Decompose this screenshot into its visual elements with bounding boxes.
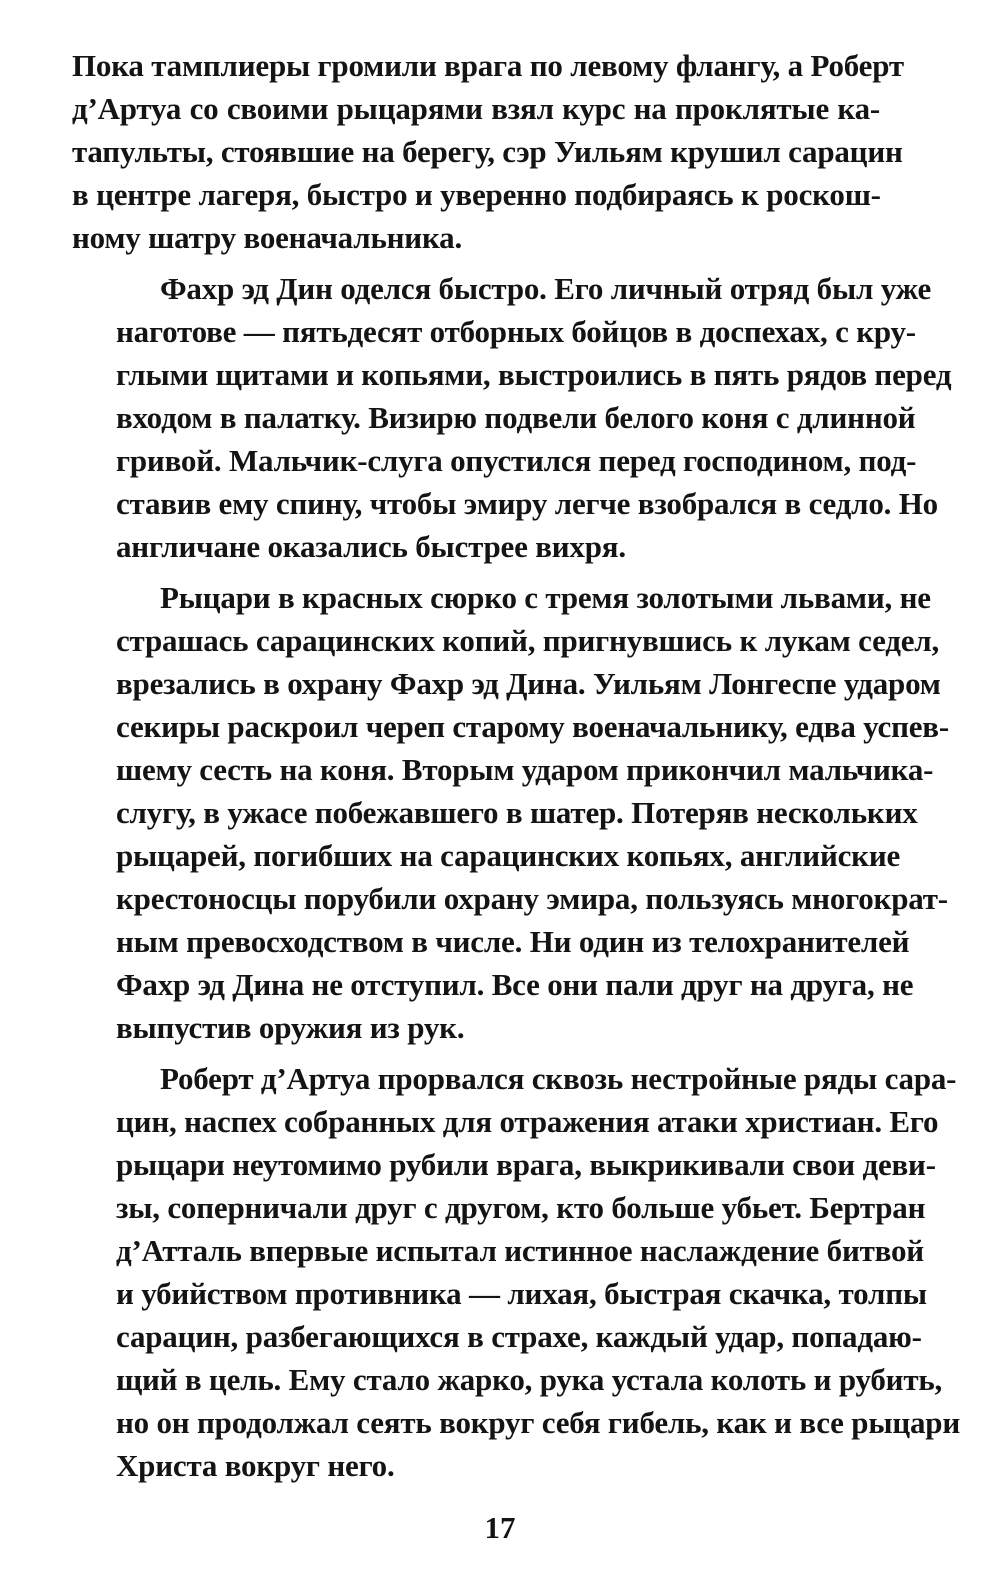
text-line: гривой. Мальчик-слуга опустился перед господином, под-: [116, 443, 917, 478]
text-line: глыми щитами и копьями, выстроились в пять рядов перед: [116, 357, 952, 392]
text-line: ставив ему спину, чтобы эмиру легче взобрался в седло. Но: [116, 486, 938, 521]
text-line: шему сесть на коня. Вторым ударом прикончил мальчика-: [116, 752, 934, 787]
page-number: 17: [484, 1510, 516, 1545]
text-line: входом в палатку. Визирю подвели белого коня с длинной: [116, 400, 916, 435]
paragraph-1: [72, 44, 904, 259]
paragraph-3: [72, 576, 949, 1049]
text-line: слугу, в ужасе побежавшего в шатер. Потеряв нескольких: [116, 795, 918, 830]
text-line: секиры раскроил череп старому военачальнику, едва успев-: [116, 709, 949, 744]
text-line: д’Атталь впервые испытал истинное наслаждение битвой: [116, 1233, 924, 1268]
text-line: зы, соперничали друг с другом, кто больше убьет. Бертран: [116, 1190, 926, 1225]
text-line: Рыцари в красных сюрко с тремя золотыми львами, не: [160, 580, 931, 615]
text-line: Роберт д’Артуа прорвался сквозь нестройные ряды сара-: [160, 1061, 957, 1096]
text-line: и убийством противника — лихая, быстрая скачка, толпы: [116, 1276, 927, 1311]
text-line: щий в цель. Ему стало жарко, рука устала колоть и рубить,: [116, 1362, 943, 1397]
text-line: в центре лагеря, быстро и уверенно подбираясь к роскош-: [72, 177, 881, 212]
text-line: выпустив оружия из рук.: [116, 1010, 465, 1045]
page-body: [72, 44, 960, 1495]
text-line: страшась сарацинских копий, пригнувшись к лукам седел,: [116, 623, 940, 658]
text-line: ным превосходством в числе. Ни один из телохранителей: [116, 924, 910, 959]
text-line: наготове — пятьдесят отборных бойцов в доспехах, с кру-: [116, 314, 916, 349]
text-line: тапульты, стоявшие на берегу, сэр Уильям крушил сарацин: [72, 134, 903, 169]
text-line: рыцари неутомимо рубили врага, выкрикивали свои деви-: [116, 1147, 936, 1182]
text-line: врезались в охрану Фахр эд Дина. Уильям Лонгеспе ударом: [116, 666, 941, 701]
paragraph-4: [72, 1057, 960, 1487]
text-line: д’Артуа со своими рыцарями взял курс на проклятые ка-: [72, 91, 880, 126]
text-line: цин, наспех собранных для отражения атаки христиан. Его: [116, 1104, 939, 1139]
text-line: Пока тамплиеры громили врага по левому флангу, а Роберт: [72, 48, 904, 83]
text-line: рыцарей, погибших на сарацинских копьях, английские: [116, 838, 901, 873]
text-line: Христа вокруг него.: [116, 1448, 395, 1483]
text-line: ному шатру военачальника.: [72, 220, 463, 255]
text-line: но он продолжал сеять вокруг себя гибель, как и все рыцари: [116, 1405, 960, 1440]
text-line: сарацин, разбегающихся в страхе, каждый удар, попадаю-: [116, 1319, 922, 1354]
paragraph-2: [72, 267, 952, 568]
text-line: крестоносцы порубили охрану эмира, пользуясь многократ-: [116, 881, 948, 916]
text-line: Фахр эд Дин оделся быстро. Его личный отряд был уже: [160, 271, 932, 306]
text-line: англичане оказались быстрее вихря.: [116, 529, 626, 564]
text-line: Фахр эд Дина не отступил. Все они пали друг на друга, не: [116, 967, 914, 1002]
